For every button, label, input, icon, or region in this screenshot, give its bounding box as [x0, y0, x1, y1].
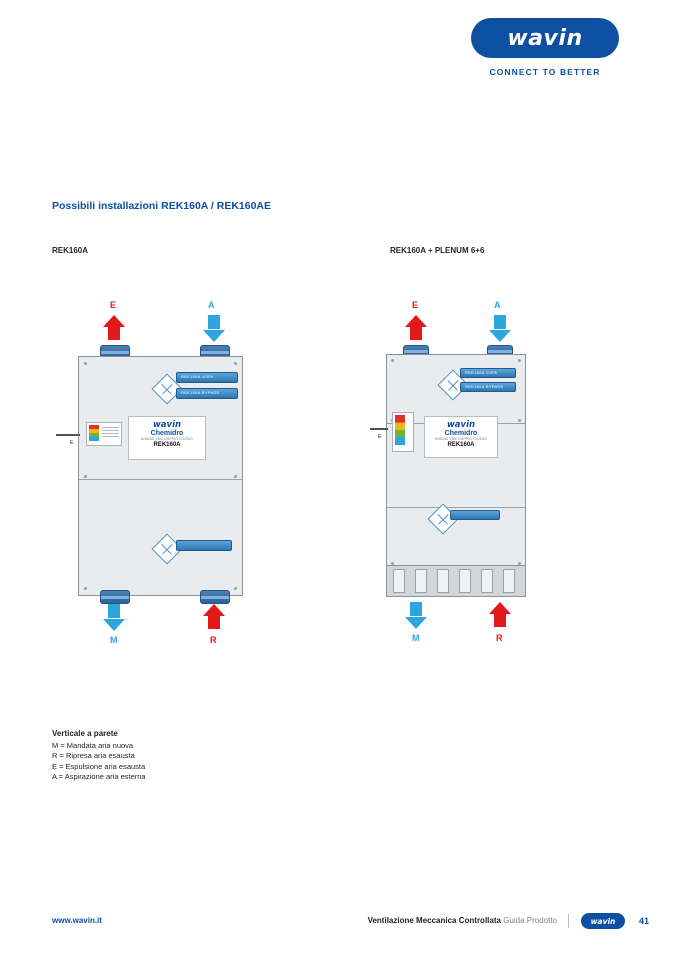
brand-tagline: CONNECT TO BETTER — [489, 67, 601, 77]
nameplate-brand: wavin — [152, 420, 182, 430]
pipe-left-2 — [370, 428, 388, 430]
label-bar-top-2: REK160A BYPASS — [176, 388, 238, 399]
unit-nameplate — [128, 416, 206, 460]
label-M-bottom-left: M — [110, 635, 118, 645]
legend-heading: Verticale a parete — [52, 729, 118, 738]
arrow-up-expulsion — [103, 315, 125, 342]
legend — [52, 729, 146, 783]
label-E-top-left-2: E — [412, 300, 419, 310]
arrow-down-intake — [203, 315, 225, 342]
arrow-down-intake-2 — [489, 315, 511, 342]
label-R-bottom-right-2: R — [496, 633, 503, 643]
figure-caption-right: REK160A + PLENUM 6+6 — [390, 246, 485, 255]
page-number: 41 — [638, 916, 649, 926]
wavin-logo-text: wavin — [507, 25, 583, 51]
figure-rek160a-plenum — [370, 290, 630, 660]
figure-rek160a — [48, 290, 308, 660]
arrow-down-supply — [103, 604, 125, 631]
nameplate-brand-2: wavin — [446, 420, 476, 430]
nameplate-code: REK160A — [153, 442, 181, 448]
label-bar-top-1: REK160A 100% — [176, 372, 238, 383]
label-bar-bottom — [176, 540, 232, 551]
label-M-bottom-left-2: M — [412, 633, 420, 643]
nameplate-model: Chemidro — [150, 430, 184, 437]
arrow-down-supply-2 — [405, 602, 427, 629]
side-tag-E-2: E — [378, 434, 382, 440]
footer-website-link[interactable]: www.wavin.it — [52, 916, 102, 925]
footer-divider — [568, 914, 569, 928]
figure-caption-left: REK160A — [52, 246, 89, 255]
arrow-up-return-2 — [489, 602, 511, 629]
control-panel — [86, 422, 122, 446]
unit-nameplate-2 — [424, 416, 498, 458]
label-E-top-left: E — [110, 300, 117, 310]
label-bar-top-1-2: REK160A 100% — [460, 368, 516, 378]
header-logo — [471, 18, 619, 77]
legend-line-1: M = Mandata aria nuova — [52, 740, 134, 750]
footer-logo-text: wavin — [590, 916, 616, 926]
label-R-bottom-right: R — [210, 635, 217, 645]
duct-bottom-left — [100, 590, 130, 604]
footer-title-light: Guida Prodotto — [503, 916, 557, 925]
footer-logo-badge — [581, 913, 625, 929]
arrow-up-return — [203, 604, 225, 631]
label-bar-top-2-2: REK160A BYPASS — [460, 382, 516, 392]
plenum-box — [386, 565, 526, 597]
legend-line-2: R = Ripresa aria esausta — [52, 751, 135, 760]
page-title: Possibili installazioni REK160A / REK160AE — [52, 200, 272, 212]
nameplate-subtitle: UNIDAD VMC DOPPIO FLUSSO — [141, 437, 193, 441]
duct-bottom-right — [200, 590, 230, 604]
nameplate-model-2: Chemidro — [444, 430, 478, 437]
arrow-up-expulsion-2 — [405, 315, 427, 342]
legend-line-4: A = Aspirazione aria esterna — [52, 772, 146, 781]
page-footer — [0, 912, 677, 932]
side-tag-E: E — [70, 440, 74, 446]
footer-doc-title — [368, 916, 557, 925]
nameplate-code-2: REK160A — [447, 442, 475, 448]
pipe-left — [56, 434, 80, 436]
nameplate-subtitle-2: UNIDAD VMC DOPPIO FLUSSO — [435, 437, 487, 441]
label-bar-bottom-2 — [450, 510, 500, 520]
legend-line-3: E = Espulsione aria esausta — [52, 761, 146, 771]
control-panel-2 — [392, 412, 414, 452]
footer-title-bold: Ventilazione Meccanica Controllata — [367, 916, 501, 925]
label-A-top-right-2: A — [494, 300, 501, 310]
label-A-top-right: A — [208, 300, 215, 310]
wavin-logo-badge — [471, 18, 619, 58]
